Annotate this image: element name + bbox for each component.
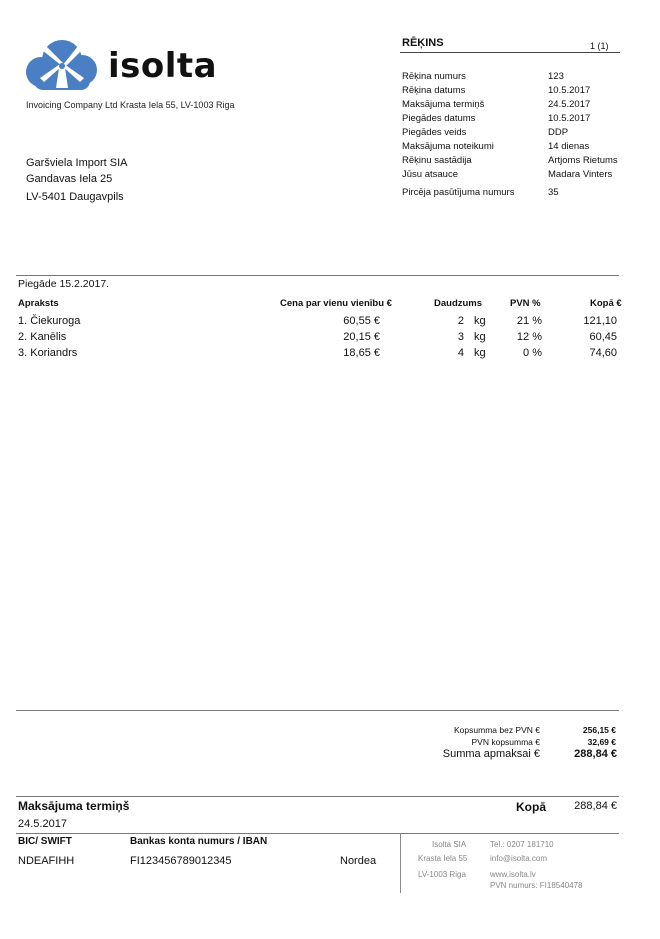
meta-label: Pircēja pasūtījuma numurs — [402, 187, 515, 198]
row-vat: 21 % — [516, 315, 542, 327]
meta-row — [402, 70, 642, 84]
meta-row — [402, 140, 642, 154]
row-description: 3. Koriandrs — [18, 347, 78, 359]
customer-address — [26, 155, 156, 205]
footer-web: www.isolta.lv — [490, 870, 536, 879]
meta-value: Artjoms Rietums — [548, 155, 618, 166]
meta-row — [402, 186, 642, 200]
bic-label: BIC/ SWIFT — [18, 836, 72, 847]
meta-value: 35 — [548, 187, 559, 198]
meta-label: Piegādes datums — [402, 113, 476, 124]
iban-value: FI123456789012345 — [130, 855, 232, 867]
meta-label: Rēķinu sastādija — [402, 155, 472, 166]
vat-total-label: PVN kopsumma € — [471, 737, 540, 747]
totals-rule — [16, 710, 619, 711]
meta-value: 123 — [548, 71, 564, 82]
subtotal-value: 256,15 € — [582, 725, 616, 735]
row-qty: 2 — [457, 315, 464, 327]
windmill-cloud-icon — [24, 36, 100, 94]
amount-due-label: Summa apmaksai € — [442, 748, 540, 760]
section-rule — [16, 275, 619, 276]
row-vat: 12 % — [516, 331, 542, 343]
row-unit-price: 60,55 € — [343, 315, 380, 327]
bank-rule — [16, 833, 619, 834]
vat-total-value: 32,69 € — [587, 737, 616, 747]
company-logo-text: isolta — [108, 46, 218, 86]
amount-due-value: 288,84 € — [574, 748, 617, 760]
row-total: 121,10 — [583, 315, 617, 327]
payment-rule — [16, 796, 619, 797]
header-unit-price: Cena par vienu vienību € — [280, 298, 392, 309]
row-total: 60,45 — [589, 331, 617, 343]
meta-row — [402, 112, 642, 126]
invoice-meta — [402, 70, 642, 210]
bank-name: Nordea — [340, 855, 377, 867]
table-row — [0, 345, 660, 361]
iban-label: Bankas konta numurs / IBAN — [130, 836, 268, 847]
meta-row — [402, 98, 642, 112]
payment-term-label: Maksājuma termiņš — [18, 799, 130, 813]
row-total: 74,60 — [589, 347, 617, 359]
footer-company: Isolta SIA — [432, 840, 467, 849]
subtotal-label: Kopsumma bez PVN € — [454, 725, 540, 735]
footer-city: LV-1003 Riga — [418, 870, 466, 879]
table-row — [0, 329, 660, 345]
footer-street: Krasta Iela 55 — [418, 854, 468, 863]
row-unit: kg — [474, 315, 486, 327]
meta-value: 14 dienas — [548, 141, 590, 152]
bic-value: NDEAFIHH — [18, 855, 75, 867]
title-rule — [400, 52, 620, 53]
header-total: Kopā € — [590, 298, 622, 309]
row-vat: 0 % — [523, 347, 542, 359]
meta-value: 10.5.2017 — [548, 113, 591, 124]
meta-label: Maksājuma noteikumi — [402, 141, 494, 152]
row-unit: kg — [474, 347, 486, 359]
bank-divider — [400, 833, 401, 893]
meta-row — [402, 84, 642, 98]
row-description: 1. Čiekuroga — [18, 315, 81, 327]
page-number: 1 (1) — [590, 41, 609, 51]
meta-label: Rēķina datums — [402, 85, 466, 96]
invoice-title: RĒĶINS — [402, 37, 444, 49]
meta-label: Rēķina numurs — [402, 71, 466, 82]
meta-row — [402, 126, 642, 140]
meta-label: Piegādes veids — [402, 127, 467, 138]
row-unit-price: 20,15 € — [343, 331, 380, 343]
meta-row — [402, 154, 642, 168]
payment-total-value: 288,84 € — [574, 800, 617, 812]
header-description: Apraksts — [18, 298, 59, 309]
row-qty: 3 — [457, 331, 464, 343]
footer-email: info@isolta.com — [490, 854, 548, 863]
table-row — [0, 313, 660, 329]
delivery-note: Piegāde 15.2.2017. — [18, 278, 110, 290]
row-unit-price: 18,65 € — [343, 347, 380, 359]
footer-phone: Tel.: 0207 181710 — [490, 840, 554, 849]
meta-row — [402, 168, 642, 182]
meta-value: 10.5.2017 — [548, 85, 591, 96]
company-logo — [24, 36, 218, 96]
row-qty: 4 — [457, 347, 464, 359]
meta-value: 24.5.2017 — [548, 99, 591, 110]
meta-label: Maksājuma termiņš — [402, 99, 485, 110]
meta-value: DDP — [548, 127, 569, 138]
header-quantity: Daudzums — [434, 298, 483, 309]
payment-term-date: 24.5.2017 — [18, 818, 67, 830]
customer-name: Garšviela Import SIA — [26, 157, 128, 169]
header-vat: PVN % — [510, 298, 541, 309]
row-description: 2. Kanēlis — [18, 331, 67, 343]
row-unit: kg — [474, 331, 486, 343]
meta-value: Madara Vinters — [548, 169, 613, 180]
meta-label: Jūsu atsauce — [402, 169, 458, 180]
customer-street: Gandavas Iela 25 — [26, 173, 113, 185]
payment-total-label: Kopā — [516, 800, 546, 814]
footer-vat-number: PVN numurs: FI18540478 — [490, 881, 583, 890]
company-tagline: Invoicing Company Ltd Krasta Iela 55, LV-1003 Riga — [26, 100, 235, 110]
customer-city: LV-5401 Daugavpils — [26, 191, 124, 203]
